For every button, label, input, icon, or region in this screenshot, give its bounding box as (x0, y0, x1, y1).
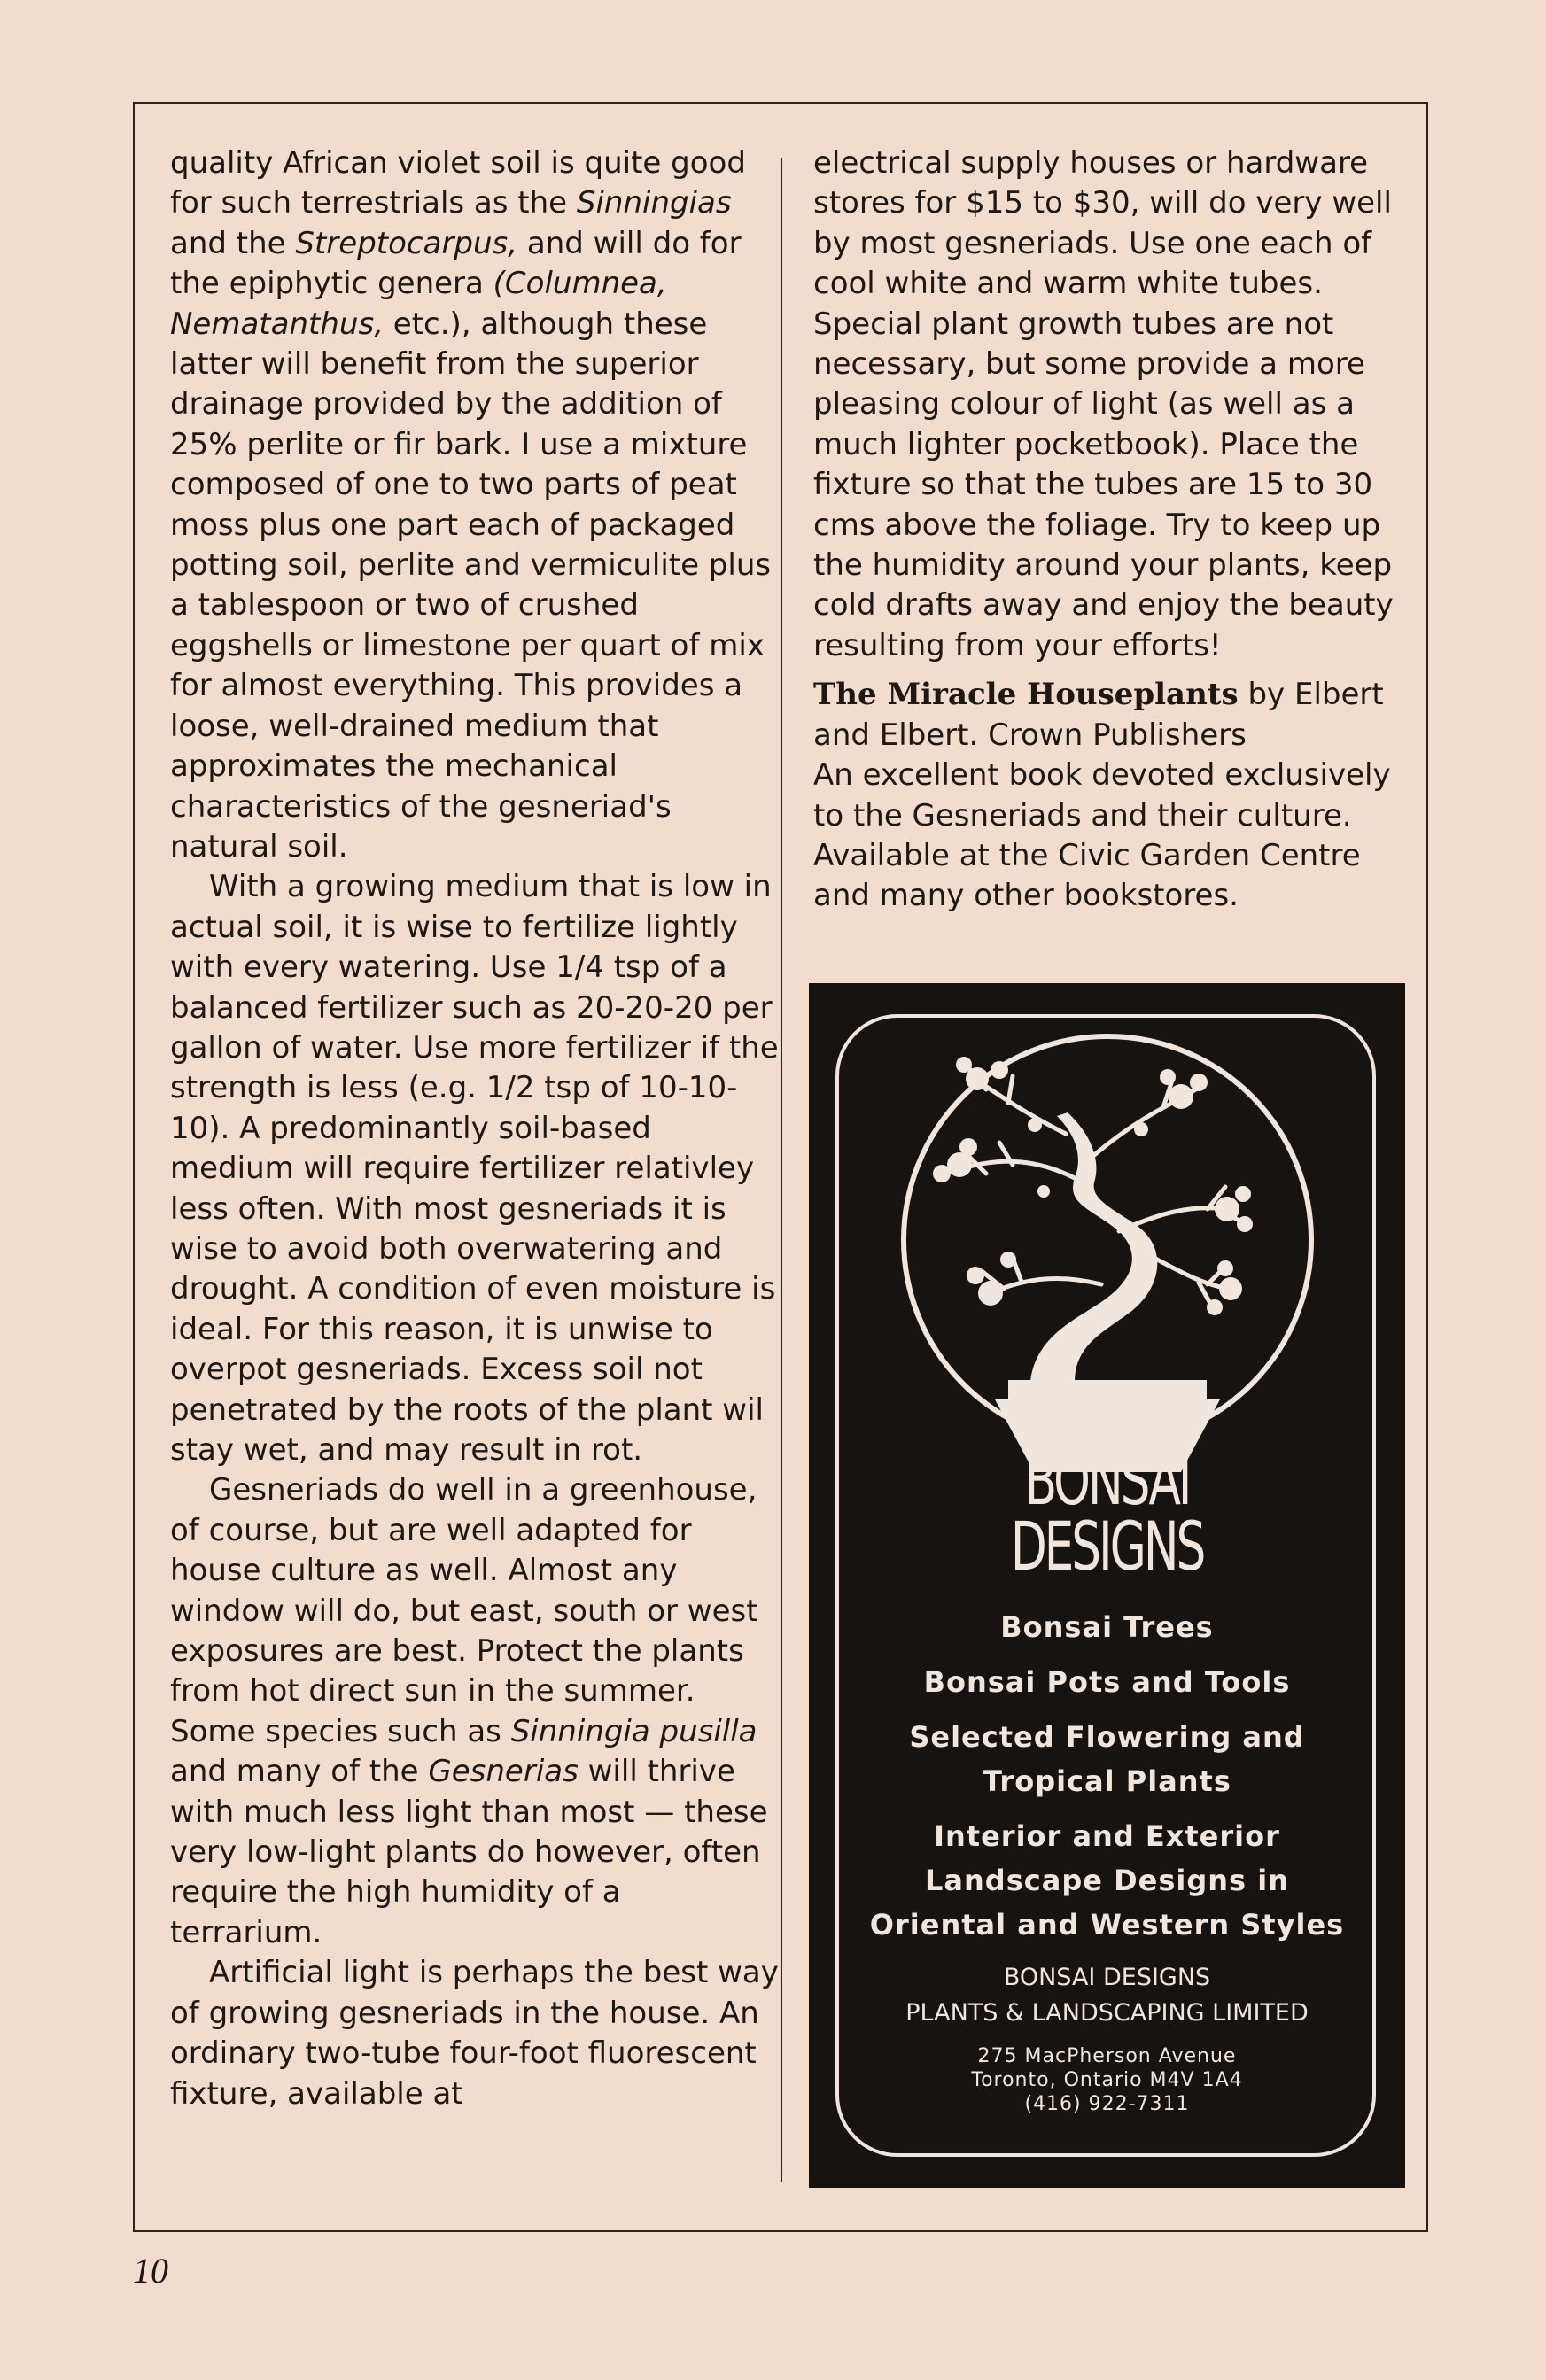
ad-address: 275 MacPherson Avenue Toronto, Ontario M4V 1A4 (416) 922-7311 (809, 2044, 1405, 2116)
book-title: The Miracle Houseplants (813, 677, 1239, 713)
paragraph-soil-mix: quality African violet soil is quite good for such terrestrials as the Sinningias and the Streptocarpus, and will do for the epiphytic genera (Columnea, Nematanthus, etc.), although these latter will benefit from the superior drainage provided by the addition of 25% perlite or fir bark. I use a mixture composed of one to two parts of peat moss plus one part each of packaged potting soil, perlite and vermiculite plus a tablespoon or two of crushed eggshells or limestone per quart of mix for almost everything. This provides a loose, well-drained medium that approximates the mechanical characteristics of the gesneriad's natural soil. (170, 145, 772, 864)
bonsai-tree-illustration (809, 983, 1405, 1479)
book-byline: by Elbert and Elbert. Crown Publishers (813, 677, 1384, 753)
paragraph-fluorescent: electrical supply houses or hardware stores for $15 to $30, will do very well by most gesneriads. Use one each of cool white and warm white tubes. Special plant growth tubes are not necessary, but some provide a more pleasing colour of light (as well as a much lighter pocketbook). Place the fixture so that the tubes are 15 to 30 cms above the foliage. Try to keep up the humidity around your plants, keep cold drafts away and enjoy the beauty resulting from your efforts! (813, 145, 1394, 663)
book-reference (813, 675, 1420, 756)
service-bonsai-trees: Bonsai Trees (1000, 1610, 1214, 1644)
paragraph-house-culture: Gesneriads do well in a greenhouse, of course, but are well adapted for house culture as well. Almost any window will do, but east, south or west exposures are best. Protect the plants from hot direct sun in the summer. Some species such as Sinningia pusilla and many of the Gesnerias will thrive with much less light than most — these very low-light plants do however, often require the high humidity of a terrarium. (170, 1472, 768, 1950)
bonsai-designs-advertisement (809, 983, 1405, 2188)
left-column (170, 143, 781, 2114)
service-flowering-tropical: Selected Flowering and Tropical Plants (909, 1720, 1305, 1798)
paragraph-fertilizer: With a growing medium that is low in actual soil, it is wise to fertilize lightly with every watering. Use 1/4 tsp of a balanced fertilizer such as 20-20-20 per gallon of water. Use more fertilizer if the strength is less (e.g. 1/2 tsp of 10-10-10). A predominantly soil-based medium will require fertilizer relativley less often. With most gesneriads it is wise to avoid both overwatering and drought. A condition of even moisture is ideal. For this reason, it is unwise to overpot gesneriads. Excess soil not penetrated by the roots of the plant wil stay wet, and may result in rot. (170, 869, 779, 1468)
paragraph-artificial-light: Artificial light is perhaps the best way of growing gesneriads in the house. An ordinary two-tube four-foot fluorescent fixture, available at (170, 1955, 779, 2112)
bonsai-designs-logo: BONSAI DESIGNS (1010, 1441, 1204, 1585)
ad-phone: (416) 922-7311 (1024, 2093, 1190, 2115)
book-description: An excellent book devoted exclusively to the Gesneriads and their culture. Available at the Civic Garden Centre and many other bookstores. (813, 757, 1391, 914)
ad-services-list (809, 1605, 1405, 1957)
ad-company-name: BONSAI DESIGNS PLANTS & LANDSCAPING LIMITED (905, 1964, 1309, 2027)
right-column (813, 143, 1420, 917)
service-landscape-designs: Interior and Exterior Landscape Designs in Oriental and Western Styles (869, 1819, 1345, 1942)
service-pots-tools: Bonsai Pots and Tools (923, 1665, 1291, 1699)
page-number: 10 (133, 2251, 168, 2291)
